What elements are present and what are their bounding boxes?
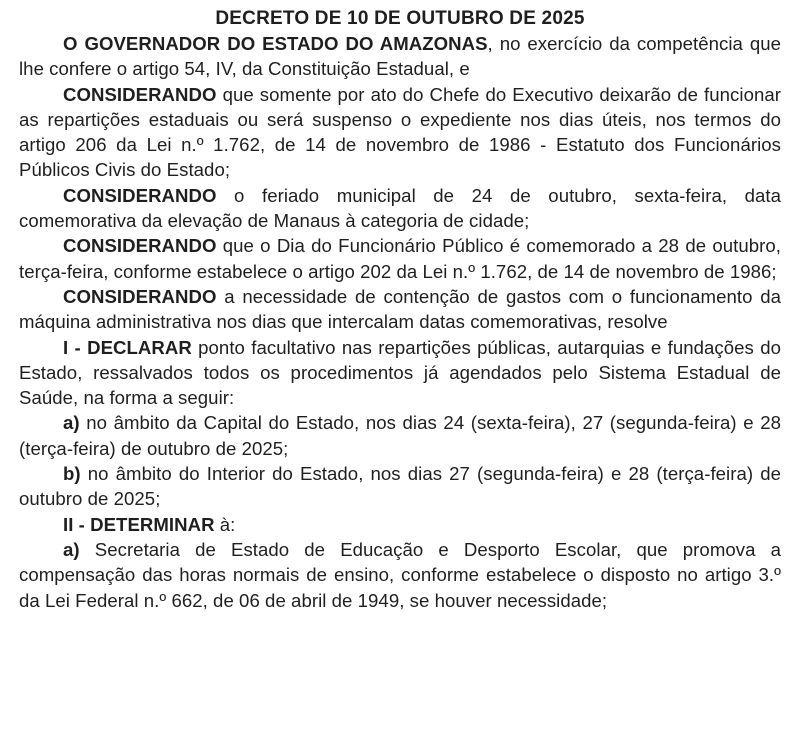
item-a-education — [19, 537, 781, 613]
paragraph-bold-lead: a) — [63, 538, 80, 560]
considering-paragraph-4 — [19, 284, 781, 335]
paragraph-text: à: — [214, 513, 236, 535]
decree-title: DECRETO DE 10 DE OUTUBRO DE 2025 — [215, 8, 585, 29]
paragraph-bold-lead: I - DECLARAR — [63, 336, 192, 358]
item-b-interior — [19, 461, 781, 512]
item-a-capital — [19, 410, 781, 461]
paragraph-bold-lead: CONSIDERANDO — [63, 285, 217, 307]
considering-paragraph-1 — [19, 82, 781, 183]
paragraph-text: , no exercício da competência que lhe confere o artigo 54, IV, da Constituição Estadual, e — [19, 33, 782, 80]
paragraph-text: o feriado municipal de 24 de outubro, sexta-feira, data comemorativa da elevação de Manaus à categoria de cidade; — [19, 184, 781, 232]
paragraph-text: no âmbito do Interior do Estado, nos dias 27 (segunda-feira) e 28 (terça-feira) de outubro de 2025; — [19, 463, 781, 510]
paragraph-bold-lead: II - DETERMINAR — [63, 513, 215, 535]
paragraph-text: que o Dia do Funcionário Público é comemorado a 28 de outubro, terça-feira, conforme estabelece o artigo 202 da Lei n.º 1.762, de 14 de novembro de 1986; — [19, 235, 781, 282]
considering-paragraph-3 — [19, 233, 781, 284]
considering-paragraph-2 — [19, 183, 781, 234]
paragraph-bold-lead: b) — [63, 463, 81, 485]
paragraph-text: no âmbito da Capital do Estado, nos dias 24 (sexta-feira), 27 (segunda-feira) e 28 (terça-feira) de outubro de 2025; — [19, 412, 781, 459]
article-i-declarar — [19, 335, 781, 411]
paragraph-bold-lead: a) — [63, 412, 80, 434]
paragraph-bold-lead: CONSIDERANDO — [63, 83, 217, 105]
paragraph-text: ponto facultativo nas repartições públicas, autarquias e fundações do Estado, ressalvados todos os procedimentos já agendados pelo Sistema Estadual de Saúde, na forma a seguir: — [19, 336, 781, 409]
paragraph-text: a necessidade de contenção de gastos com o funcionamento da máquina administrativa nos dias que intercalam datas comemorativas, resolve — [19, 285, 781, 333]
paragraph-bold-lead: CONSIDERANDO — [63, 184, 217, 206]
paragraph-text: que somente por ato do Chefe do Executivo deixarão de funcionar as repartições estaduais ou será suspenso o expediente nos dias úteis, nos termos do artigo 206 da Lei n.º 1.762, de 14 de novembro de 1986 - Estatuto dos Funcionários Públicos Civis do Estado; — [19, 83, 781, 181]
paragraph-bold-lead: O GOVERNADOR DO ESTADO DO AMAZONAS — [63, 33, 488, 54]
article-ii-determinar — [19, 512, 781, 537]
paragraph-text: Secretaria de Estado de Educação e Desporto Escolar, que promova a compensação das horas normais de ensino, conforme estabelece o disposto no artigo 3.º da Lei Federal n.º 662, de 06 de abril de 1949, se houver necessidade; — [19, 538, 781, 611]
preamble-paragraph — [19, 31, 781, 82]
paragraph-bold-lead: CONSIDERANDO — [63, 235, 217, 257]
